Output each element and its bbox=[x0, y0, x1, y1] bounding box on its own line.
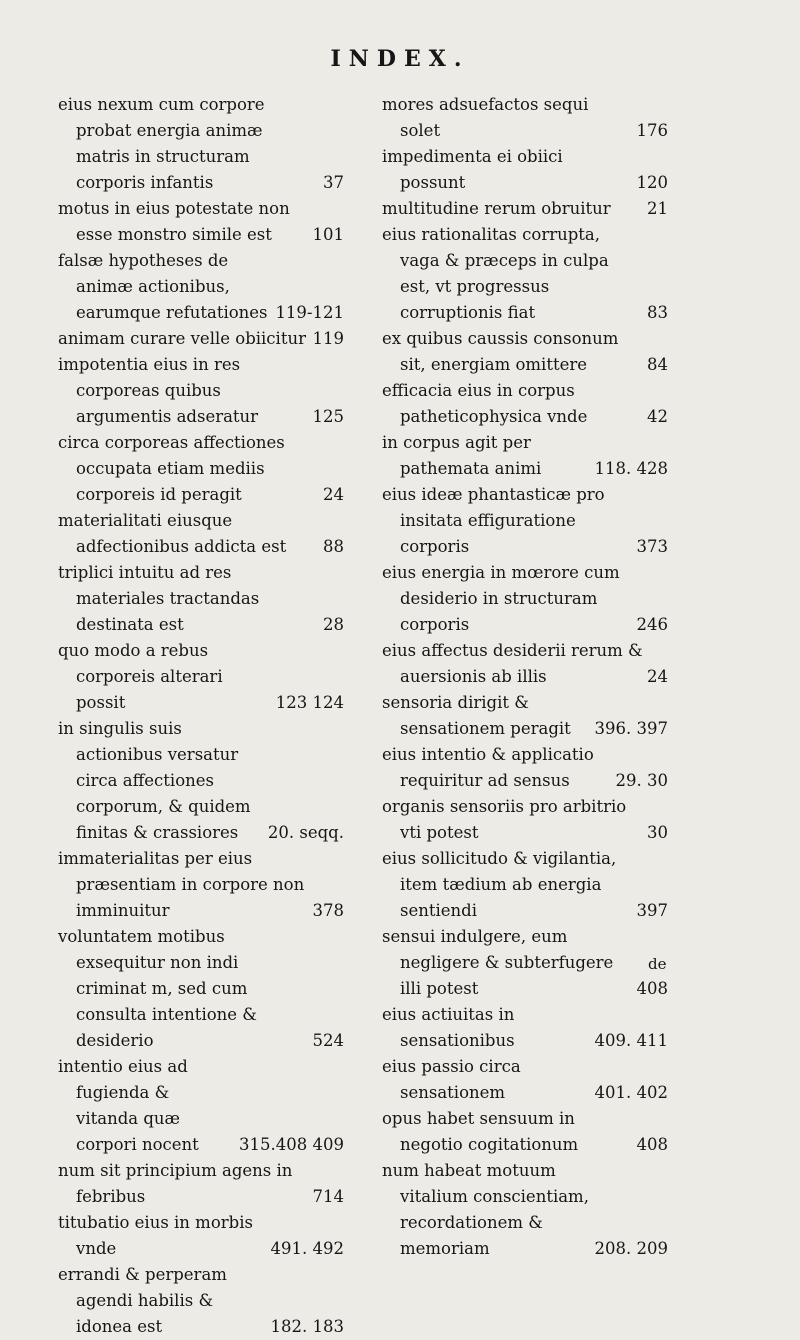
index-entry bbox=[382, 482, 672, 560]
entry-pages: 119-121 bbox=[275, 303, 344, 322]
index-entry bbox=[382, 196, 672, 222]
entry-pages: 176 bbox=[636, 121, 668, 140]
entry-pages: 378 bbox=[312, 901, 344, 920]
entry-pages: 120 bbox=[636, 173, 668, 192]
index-entry bbox=[58, 430, 348, 508]
index-entry bbox=[382, 846, 672, 924]
entry-pages: 119 bbox=[312, 329, 344, 348]
index-entry bbox=[382, 222, 672, 326]
entry-text: falsæ hypotheses de animæ actionibus, earumque refutationes bbox=[58, 251, 268, 322]
index-entry bbox=[382, 326, 672, 378]
index-entry bbox=[382, 92, 672, 144]
entry-text: multitudine rerum obruitur bbox=[382, 199, 611, 218]
right-column bbox=[382, 92, 672, 1262]
entry-text: animam curare velle obiicitur bbox=[58, 329, 306, 348]
index-entry bbox=[58, 1054, 348, 1158]
entry-pages: 397 bbox=[636, 901, 668, 920]
entry-pages: 396. 397 bbox=[594, 719, 668, 738]
entry-text: eius passio circa sensationem bbox=[382, 1057, 521, 1102]
index-entry bbox=[58, 196, 348, 248]
entry-text: eius sollicitudo & vigilantia, item tædium ab energia sentiendi bbox=[382, 849, 617, 920]
entry-pages: 37 bbox=[323, 173, 344, 192]
entry-pages: 101 bbox=[312, 225, 344, 244]
entry-pages: 29. 30 bbox=[615, 771, 668, 790]
entry-text: eius energia in mœrore cum desiderio in structuram corporis bbox=[382, 563, 620, 634]
entry-pages: 24 bbox=[323, 485, 344, 504]
entry-pages: 30 bbox=[647, 823, 668, 842]
index-entry bbox=[58, 508, 348, 560]
entry-text: in corpus agit per pathemata animi bbox=[382, 433, 542, 478]
index-entry bbox=[58, 326, 348, 352]
entry-pages: 182. 183 bbox=[270, 1317, 344, 1336]
entry-text: mores adsuefactos sequi solet bbox=[382, 95, 589, 140]
entry-pages: 714 bbox=[312, 1187, 344, 1206]
index-entry bbox=[382, 560, 672, 638]
entry-text: impotentia eius in res corporeas quibus argumentis adseratur bbox=[58, 355, 259, 426]
index-entry bbox=[382, 378, 672, 430]
entry-pages: 409. 411 bbox=[594, 1031, 668, 1050]
entry-pages: 208. 209 bbox=[594, 1239, 668, 1258]
entry-text: circa corporeas affectiones occupata etiam mediis corporeis id peragit bbox=[58, 433, 285, 504]
entry-pages: 118. 428 bbox=[594, 459, 668, 478]
entry-text: eius nexum cum corpore probat energia animæ matris in structuram corporis infantis bbox=[58, 95, 265, 192]
index-entry bbox=[382, 638, 672, 690]
index-entry bbox=[382, 1054, 672, 1106]
entry-pages: 83 bbox=[647, 303, 668, 322]
index-entry bbox=[58, 1210, 348, 1262]
entry-text: voluntatem motibus exsequitur non indi criminat m, sed cum consulta intentione & desiderio bbox=[58, 927, 257, 1050]
entry-text: organis sensoriis pro arbitrio vti potest bbox=[382, 797, 627, 842]
index-entry bbox=[58, 846, 348, 924]
entry-pages: 125 bbox=[312, 407, 344, 426]
index-entry bbox=[58, 716, 348, 846]
index-entry bbox=[58, 1158, 348, 1210]
index-entry bbox=[382, 144, 672, 196]
index-entry bbox=[382, 1002, 672, 1054]
entry-text: materialitati eiusque adfectionibus addicta est bbox=[58, 511, 287, 556]
entry-pages: 246 bbox=[636, 615, 668, 634]
index-entry bbox=[58, 352, 348, 430]
entry-pages: 88 bbox=[323, 537, 344, 556]
index-entry bbox=[58, 1262, 348, 1340]
entry-text: sensoria dirigit & sensationem peragit bbox=[382, 693, 571, 738]
index-entry bbox=[58, 248, 348, 326]
entry-pages: 21 bbox=[647, 199, 668, 218]
entry-text: efficacia eius in corpus patheticophysica vnde bbox=[382, 381, 588, 426]
index-entry bbox=[382, 1158, 672, 1262]
entry-text: impedimenta ei obiici possunt bbox=[382, 147, 563, 192]
entry-text: errandi & perperam agendi habilis & idonea est bbox=[58, 1265, 227, 1336]
entry-pages: 123 124 bbox=[275, 693, 344, 712]
entry-text: titubatio eius in morbis vnde bbox=[58, 1213, 253, 1258]
entry-pages: 401. 402 bbox=[594, 1083, 668, 1102]
index-entry bbox=[382, 1106, 672, 1158]
entry-text: eius affectus desiderii rerum & auersionis ab illis bbox=[382, 641, 643, 686]
entry-pages: 28 bbox=[323, 615, 344, 634]
entry-pages: 524 bbox=[312, 1031, 344, 1050]
entry-text: eius ideæ phantasticæ pro insitata effiguratione corporis bbox=[382, 485, 605, 556]
entry-text: eius actiuitas in sensationibus bbox=[382, 1005, 515, 1050]
entry-text: eius rationalitas corrupta, vaga & præceps in culpa est, vt progressus corruptionis fiat bbox=[382, 225, 609, 322]
entry-pages: 315.408 409 bbox=[239, 1135, 344, 1154]
entry-pages: 373 bbox=[636, 537, 668, 556]
entry-text: intentio eius ad fugienda & vitanda quæ corpori nocent bbox=[58, 1057, 199, 1154]
left-column bbox=[58, 92, 348, 1340]
index-entry bbox=[58, 92, 348, 196]
entry-text: opus habet sensuum in negotio cogitationum bbox=[382, 1109, 579, 1154]
index-entry bbox=[58, 638, 348, 716]
index-entry bbox=[382, 430, 672, 482]
entry-text: immaterialitas per eius præsentiam in corpore non imminuitur bbox=[58, 849, 305, 920]
entry-pages: 408 bbox=[636, 1135, 668, 1154]
index-entry bbox=[58, 924, 348, 1054]
entry-text: motus in eius potestate non esse monstro simile est bbox=[58, 199, 290, 244]
entry-pages: 408 bbox=[636, 979, 668, 998]
entry-text: ex quibus caussis consonum sit, energiam omittere bbox=[382, 329, 619, 374]
entry-pages: 84 bbox=[647, 355, 668, 374]
page-header: INDEX. bbox=[330, 46, 470, 72]
entry-text: triplici intuitu ad res materiales tractandas destinata est bbox=[58, 563, 260, 634]
index-entry bbox=[382, 742, 672, 794]
entry-pages: 42 bbox=[647, 407, 668, 426]
entry-pages: 20. seqq. bbox=[267, 823, 344, 842]
catchword: de bbox=[648, 955, 667, 973]
entry-text: in singulis suis actionibus versatur circa affectiones corporum, & quidem finitas & crassiores bbox=[58, 719, 251, 842]
entry-text: sensui indulgere, eum negligere & subterfugere illi potest bbox=[382, 927, 614, 998]
entry-pages: 24 bbox=[647, 667, 668, 686]
entry-pages: 491. 492 bbox=[270, 1239, 344, 1258]
entry-text: num habeat motuum vitalium conscientiam, recordationem & memoriam bbox=[382, 1161, 589, 1258]
entry-text: quo modo a rebus corporeis alterari possit bbox=[58, 641, 223, 712]
index-entry bbox=[382, 690, 672, 742]
index-entry bbox=[382, 924, 672, 1002]
entry-text: num sit principium agens in febribus bbox=[58, 1161, 293, 1206]
index-entry bbox=[58, 560, 348, 638]
index-entry bbox=[382, 794, 672, 846]
entry-text: eius intentio & applicatio requiritur ad sensus bbox=[382, 745, 594, 790]
